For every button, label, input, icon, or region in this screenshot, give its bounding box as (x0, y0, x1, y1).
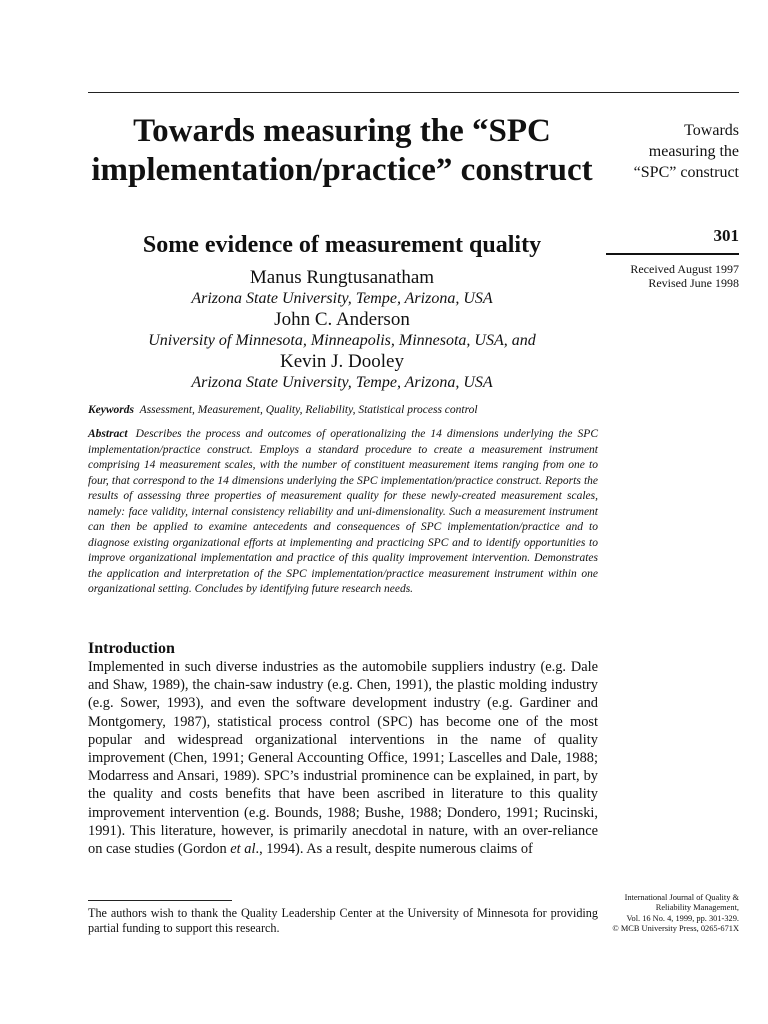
running-title (606, 120, 739, 183)
footnote-rule (88, 900, 232, 901)
article-title: Towards measuring the “SPC implementation/practice” construct (91, 113, 593, 188)
keywords-text: Assessment, Measurement, Quality, Reliability, Statistical process control (139, 404, 478, 416)
revised-date: Revised June 1998 (648, 276, 739, 290)
page-number: 301 (713, 226, 739, 245)
journal-citation (596, 893, 739, 935)
introduction-text-part1: Implemented in such diverse industries as the automobile suppliers industry (e.g. Dale and Shaw, 1989), the chain-saw industry (e.g. Chen, 1991), the plastic molding industry (e.g. Sower, 1993), and even the software development industry (e.g. Gardiner and Montgomery, 1987), statistical process control (SPC) has become one of the most popular and widespread organizational interventions in the name of quality improvement (Chen, 1991; General Accounting Office, 1991; Lascelles and Dale, 1988; Modarress and Ansari, 1989). SPC’s industrial prominence can be explained, in part, by the quality and costs benefits that have been ascribed in literature to this quality improvement intervention (e.g. Bounds, 1988; Bushe, 1988; Dondero, 1991; Rucinski, 1991). This literature, however, is primarily anecdotal in nature, with an over-reliance on case studies (Gordon (88, 659, 598, 858)
author-affiliation: Arizona State University, Tempe, Arizona, USA (191, 374, 493, 391)
introduction-paragraph (88, 658, 598, 858)
author-name: Kevin J. Dooley (279, 351, 404, 372)
running-title-line: measuring the (648, 143, 739, 160)
author-name: John C. Anderson (274, 309, 410, 330)
introduction-heading: Introduction (88, 640, 175, 657)
author-block (88, 267, 596, 393)
author-affiliation: Arizona State University, Tempe, Arizona, USA (191, 290, 493, 307)
author-affiliation: University of Minnesota, Minneapolis, Minnesota, USA, and (148, 332, 536, 349)
article-subtitle: Some evidence of measurement quality (142, 232, 542, 258)
keywords-line (88, 402, 598, 418)
running-title-line: Towards (684, 122, 739, 139)
journal-line: Reliability Management, (655, 903, 739, 913)
received-date: Received August 1997 (630, 262, 739, 276)
journal-line: Vol. 16 No. 4, 1999, pp. 301-329. (626, 913, 739, 923)
abstract-text: Describes the process and outcomes of operationalizing the 14 dimensions underlying the SPC implementation/practice construct. Employs a standard procedure to create a measurement instrument comprising 14 measurement scales, with the number of constituent measurement items ranging from one to four, that correspond to the 14 dimensions underlying the SPC implementation/practice construct. Reports the results of assessing three properties of measurement quality for these newly-created measurement scales, namely: face validity, internal consistency reliability and uni-dimensionality. Such a measurement instrument can then be applied to examine antecedents and consequences of SPC implementation/practice and to diagnose existing organizational efforts at implementing and practicing SPC and to identify opportunities to improve organizational implementation and practice of this quality improvement intervention. Demonstrates the application and interpretation of the SPC implementation/practice measurement instrument within one organizational setting. Concludes by identifying future research needs. (88, 428, 598, 595)
acknowledgement-footnote: The authors wish to thank the Quality Leadership Center at the University of Minnesota for providing partial funding to support this research. (88, 906, 598, 935)
journal-line: International Journal of Quality & (624, 893, 739, 902)
publication-dates (606, 262, 739, 290)
running-title-line: “SPC” construct (633, 164, 739, 181)
introduction-text-part2: ., 1994). As a result, despite numerous claims of (255, 841, 533, 858)
author-name: Manus Rungtusanatham (249, 267, 435, 288)
margin-rule (606, 253, 739, 255)
introduction-text-etal: et al (230, 841, 256, 858)
journal-line: © MCB University Press, 0265-671X (612, 924, 739, 934)
keywords-label: Keywords (88, 404, 134, 416)
abstract-label: Abstract (88, 428, 128, 440)
abstract-block (88, 427, 598, 598)
header-rule (88, 92, 739, 93)
